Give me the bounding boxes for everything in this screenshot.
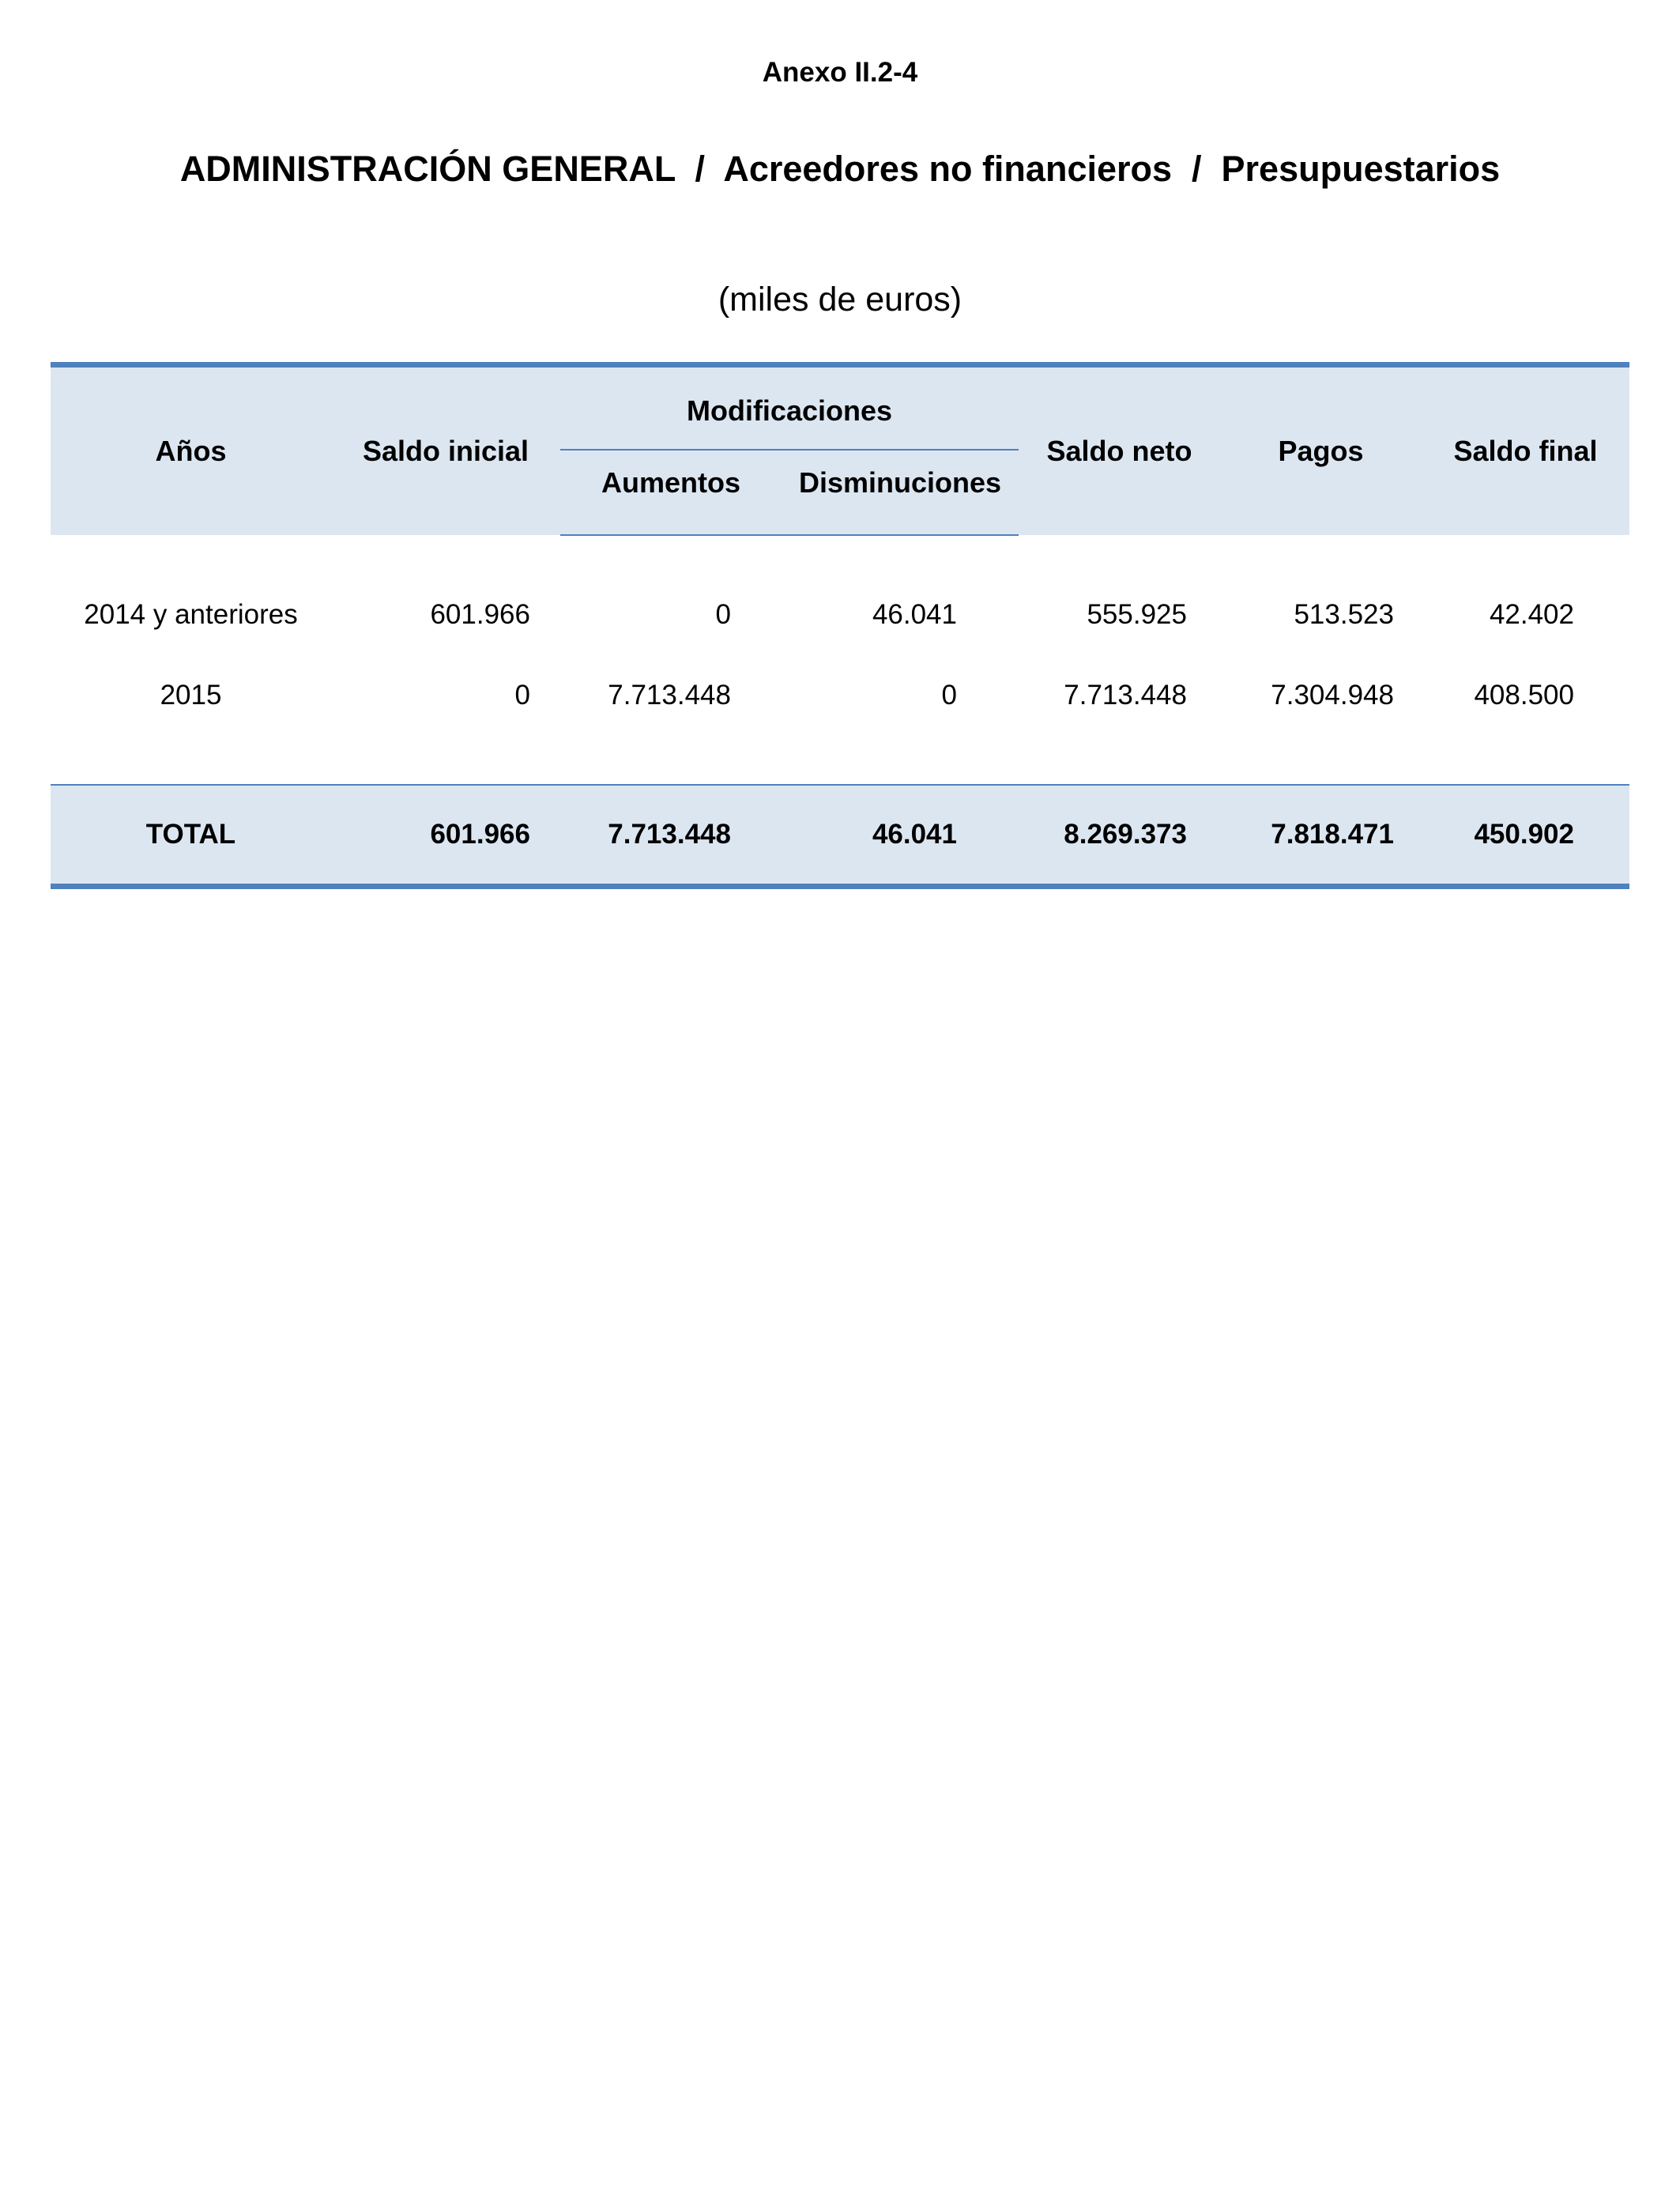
total-row xyxy=(51,785,1629,887)
header-anos: Años xyxy=(51,365,331,536)
total-saldo-final: 450.902 xyxy=(1422,785,1629,887)
annex-number: Anexo II.2-4 xyxy=(762,57,918,88)
document-title: ADMINISTRACIÓN GENERAL / Acreedores no financieros / Presupuestarios xyxy=(179,149,1501,189)
total-label: TOTAL xyxy=(51,785,331,887)
total-saldo-inicial: 601.966 xyxy=(331,785,560,887)
total-pagos: 7.818.471 xyxy=(1220,785,1422,887)
cell-saldo-final: 408.500 xyxy=(1474,680,1574,711)
spacer-row xyxy=(51,535,1629,575)
table-body xyxy=(51,535,1629,887)
total-disminuciones: 46.041 xyxy=(782,785,1019,887)
cell-saldo-neto: 7.713.448 xyxy=(1064,680,1187,711)
creditors-table-container xyxy=(51,362,1629,889)
total-aumentos: 7.713.448 xyxy=(560,785,782,887)
units-note: (miles de euros) xyxy=(718,281,962,319)
total-saldo-neto: 8.269.373 xyxy=(1019,785,1220,887)
header-aumentos: Aumentos xyxy=(560,450,782,535)
cell-saldo-neto: 555.925 xyxy=(1087,599,1187,630)
cell-anos: 2014 y anteriores xyxy=(84,599,298,630)
cell-disminuciones: 0 xyxy=(941,680,957,711)
table-row xyxy=(51,575,1629,654)
cell-aumentos: 0 xyxy=(715,599,731,630)
cell-pagos: 7.304.948 xyxy=(1271,680,1394,711)
spacer-row xyxy=(51,737,1629,785)
creditors-table xyxy=(51,362,1629,889)
cell-saldo-inicial: 0 xyxy=(514,680,530,711)
cell-saldo-inicial: 601.966 xyxy=(430,599,530,630)
cell-anos: 2015 xyxy=(160,680,222,711)
header-modificaciones: Modificaciones xyxy=(560,365,1019,450)
cell-aumentos: 7.713.448 xyxy=(608,680,731,711)
table-header xyxy=(51,365,1629,536)
header-saldo-final: Saldo final xyxy=(1422,365,1629,536)
cell-pagos: 513.523 xyxy=(1294,599,1394,630)
table-row xyxy=(51,654,1629,737)
header-disminuciones: Disminuciones xyxy=(782,450,1019,535)
cell-disminuciones: 46.041 xyxy=(872,599,957,630)
cell-saldo-final: 42.402 xyxy=(1489,599,1574,630)
header-saldo-neto: Saldo neto xyxy=(1019,365,1220,536)
header-row-top xyxy=(51,365,1629,450)
header-pagos: Pagos xyxy=(1220,365,1422,536)
header-saldo-inicial: Saldo inicial xyxy=(331,365,560,536)
